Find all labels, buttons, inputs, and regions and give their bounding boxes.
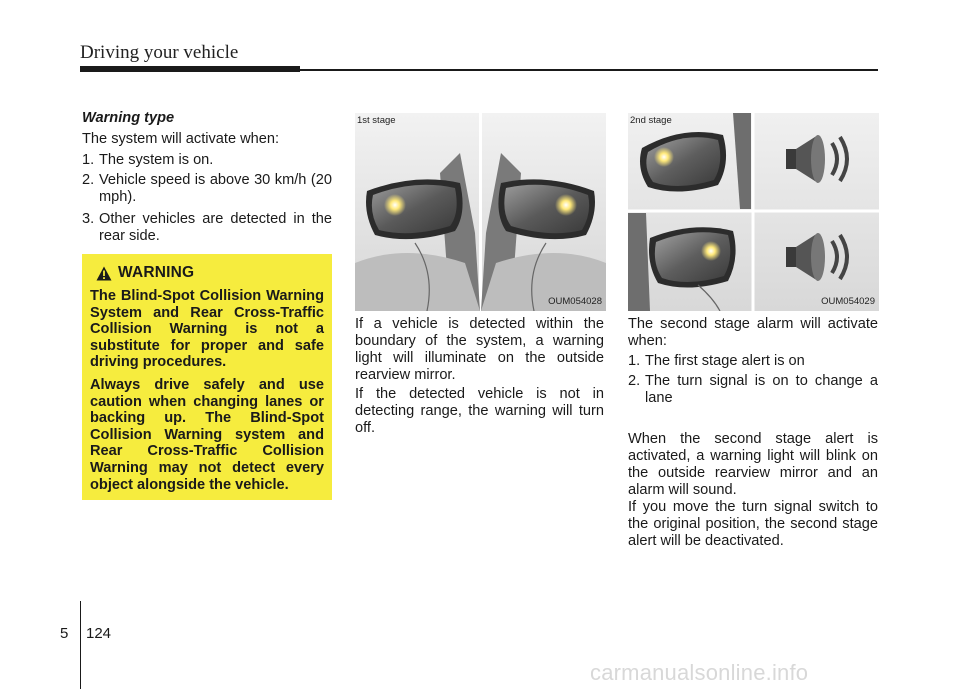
list-item: 1. The system is on. (82, 152, 214, 168)
section-heading: Warning type (82, 110, 175, 126)
list-item: 3. Other vehicles are detected in the rear side. (82, 211, 332, 244)
section-number: 5 (60, 625, 69, 642)
page-number: 124 (86, 625, 112, 642)
warning-paragraph: The Blind-Spot Collision Warning System and Rear Cross-Traffic Collision Warning is not a substitute for proper and safe driving procedures. (90, 288, 324, 371)
footer-divider (80, 601, 81, 689)
figure-code: OUM054029 (821, 296, 875, 307)
figure-first-stage (355, 113, 606, 311)
list-item: 2. The turn signal is on to change a lane (628, 373, 878, 406)
list-item: 2. Vehicle speed is above 30 km/h (20 mph). (82, 172, 332, 205)
body-paragraph: If a vehicle is detected within the boundary of the system, a warning light will illuminate on the outside rearview mirror. (355, 316, 604, 383)
figure-caption: 2nd stage (630, 115, 672, 126)
body-paragraph: The second stage alarm will activate when: (628, 316, 878, 349)
body-paragraph: If the detected vehicle is not in detecting range, the warning will turn off. (355, 386, 604, 436)
warning-title: WARNING (118, 264, 195, 281)
figure-caption: 1st stage (357, 115, 396, 126)
warning-header (90, 262, 324, 284)
intro-text: The system will activate when: (82, 131, 280, 147)
warning-paragraph: Always drive safely and use caution when changing lanes or backing up. The Blind-Spot Collision Warning system and Rear Cross-Traffic Collision Warning may not detect every object alongside the vehicle. (90, 376, 324, 493)
header-rule-thick (80, 66, 300, 72)
page-header-title: Driving your vehicle (80, 42, 239, 63)
warning-box (82, 254, 332, 500)
figure-code: OUM054028 (548, 296, 602, 307)
list-item: 1. The first stage alert is on (628, 353, 805, 369)
watermark: carmanualsonline.info (590, 660, 809, 685)
warning-triangle-icon (96, 266, 112, 281)
figure-second-stage (628, 113, 879, 311)
body-paragraph: When the second stage alert is activated, a warning light will blink on the outside rearview mirror and an alarm will sound. (628, 431, 878, 498)
body-paragraph: If you move the turn signal switch to the original position, the second stage alert will be deactivated. (628, 499, 878, 549)
second-stage-mirrors-illustration (628, 113, 879, 311)
header-rule-thin (300, 69, 878, 71)
first-stage-mirrors-illustration (355, 113, 606, 311)
